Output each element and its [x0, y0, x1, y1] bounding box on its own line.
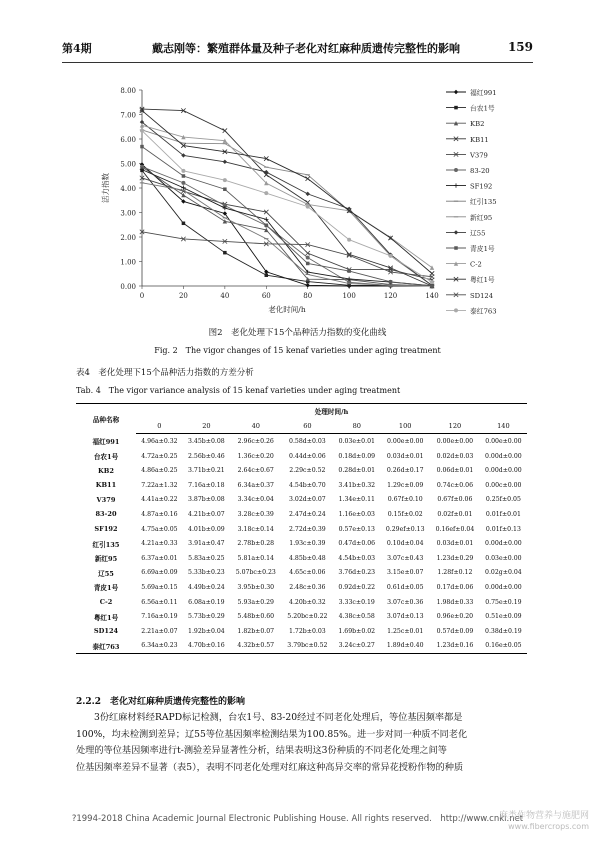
data-point	[306, 205, 310, 209]
value-cell: 4.75a±0.05	[141, 525, 178, 533]
value-cell: 3.87b±0.08	[188, 496, 225, 504]
value-cell: 2.21a±0.07	[141, 627, 178, 635]
value-cell: 6.37a±0.01	[141, 554, 178, 562]
legend-marker	[454, 90, 458, 94]
x-tick-label: 80	[303, 292, 313, 300]
running-title: 戴志刚等：繁殖群体量及种子老化对红麻种质遗传完整性的影响	[152, 42, 460, 55]
value-cell: 0.38d±0.19	[485, 627, 522, 635]
value-cell: 2.96c±0.26	[237, 437, 274, 445]
value-cell: 1.16e±0.03	[338, 510, 375, 518]
legend-marker	[454, 308, 458, 312]
y-tick-label: 0.00	[120, 283, 136, 291]
y-tick-label: 7.00	[120, 111, 136, 120]
value-cell: 0.29ef±0.13	[385, 525, 425, 533]
value-cell: 0.92d±0.22	[338, 583, 376, 591]
y-tick-label: 6.00	[120, 136, 136, 144]
col-header-variety: 品种名称	[76, 404, 136, 434]
section-heading: 2.2.2 老化对红麻种质遗传完整性的影响	[76, 697, 246, 707]
issue-number: 第4期	[62, 42, 92, 55]
y-tick-label: 8.00	[120, 87, 136, 95]
value-cell: 1.69b±0.02	[338, 627, 376, 635]
value-cell: 6.34a±0.23	[136, 639, 183, 654]
col-header-hour: 40	[230, 419, 282, 434]
series-line	[142, 170, 432, 286]
x-tick-label: 60	[261, 292, 271, 300]
value-cell: 3.28c±0.39	[237, 510, 274, 518]
y-axis-label: 活力指数	[101, 173, 110, 203]
value-cell: 4.01b±0.09	[188, 525, 225, 533]
y-tick-label: 4.00	[120, 185, 136, 193]
data-point	[140, 129, 144, 133]
series-line	[142, 131, 432, 282]
series-line	[142, 167, 432, 286]
value-cell: 2.56b±0.46	[188, 452, 225, 460]
paragraph-line: 处理的等位基因频率进行t-测验差异显著性分析，结果表明这3份种质的不同老化处理之间等	[76, 745, 447, 756]
watermark-line2: www.fibercrops.com	[508, 822, 589, 831]
value-cell: 1.92b±0.04	[188, 627, 225, 635]
y-tick-label: 1.00	[120, 258, 136, 267]
value-cell: 0.02g±0.04	[485, 569, 522, 577]
col-header-hour: 60	[282, 419, 334, 434]
x-tick-label: 120	[383, 292, 398, 300]
x-axis-label: 老化时间/h	[268, 305, 306, 314]
data-point	[223, 251, 227, 255]
value-cell: 6.08a±0.19	[188, 598, 225, 606]
value-cell: 7.16a±0.19	[141, 613, 178, 621]
value-cell: 1.23d±0.29	[436, 554, 474, 562]
value-cell: 5.81a±0.14	[237, 554, 274, 562]
value-cell: 1.82b±0.07	[237, 627, 275, 635]
legend-label: 粤红1号	[470, 276, 495, 285]
value-cell: 0.44d±0.06	[289, 452, 326, 460]
value-cell: 0.57e±0.13	[338, 525, 375, 533]
value-cell: 4.54b±0.70	[289, 481, 326, 489]
value-cell: 0.28d±0.01	[338, 467, 376, 475]
value-cell: 4.41a±0.22	[141, 496, 178, 504]
variety-name-cell: 福红991	[92, 438, 120, 447]
value-cell: 5.20bc±0.22	[287, 613, 328, 621]
value-cell: 3.95b±0.30	[237, 583, 275, 591]
copyright-footer: ?1994-2018 China Academic Journal Electronic Publishing House. All rights reserved. http://www.cnki.net	[71, 814, 524, 824]
data-point	[306, 256, 310, 260]
data-point	[265, 273, 269, 277]
value-cell: 4.96a±0.32	[141, 437, 178, 445]
value-cell: 0.02f±0.01	[437, 510, 473, 518]
value-cell: 5.83a±0.25	[188, 554, 225, 562]
value-cell: 0.03d±0.01	[386, 452, 424, 460]
value-cell: 0.00d±0.00	[485, 583, 522, 591]
data-point	[347, 269, 351, 273]
series-line	[142, 122, 432, 285]
value-cell: 6.69a±0.09	[141, 569, 178, 577]
value-cell: 4.38c±0.58	[338, 613, 375, 621]
value-cell: 5.07bc±0.23	[235, 569, 276, 577]
value-cell: 0.25f±0.05	[485, 496, 521, 504]
table-row	[76, 580, 527, 595]
table-row	[76, 463, 527, 478]
table-row	[76, 624, 527, 639]
variety-name-cell: 台农1号	[93, 453, 119, 462]
value-cell: 1.23d±0.16	[430, 639, 480, 654]
variety-name-cell: KB11	[95, 481, 117, 490]
table-row	[76, 478, 527, 493]
header-rule	[62, 62, 533, 63]
value-cell: 2.29c±0.52	[289, 467, 326, 475]
value-cell: 5.69a±0.15	[141, 583, 178, 591]
table-row	[76, 609, 527, 624]
value-cell: 1.28f±0.12	[437, 569, 473, 577]
value-cell: 0.00e±0.00	[485, 437, 522, 445]
value-cell: 1.72b±0.03	[289, 627, 326, 635]
value-cell: 6.56a±0.11	[141, 598, 178, 606]
variance-table	[76, 403, 527, 654]
variety-name-cell: KB2	[98, 466, 114, 475]
value-cell: 2.64c±0.67	[237, 467, 274, 475]
legend-label: 青皮1号	[470, 245, 495, 253]
legend-marker	[454, 246, 458, 250]
value-cell: 6.34a±0.37	[237, 481, 274, 489]
value-cell: 0.47d±0.06	[338, 540, 376, 548]
value-cell: 1.36c±0.20	[237, 452, 274, 460]
data-point	[306, 262, 310, 266]
table-row	[76, 551, 527, 566]
legend-label: KB2	[470, 120, 485, 129]
value-cell: 0.16ef±0.04	[435, 525, 475, 533]
value-cell: 0.17d±0.06	[436, 583, 474, 591]
legend-label: 红引135	[470, 198, 497, 207]
variety-name-cell: 粤红1号	[93, 613, 119, 622]
series-line	[142, 130, 432, 285]
legend-label: 新红95	[470, 213, 493, 222]
legend-label: C-2	[470, 260, 482, 269]
legend-label: KB11	[470, 135, 489, 144]
value-cell: 3.07c±0.43	[387, 554, 424, 562]
col-header-hour: 140	[480, 419, 527, 434]
value-cell: 3.76d±0.23	[338, 569, 376, 577]
legend-label: V379	[470, 151, 488, 160]
value-cell: 0.57d±0.09	[436, 627, 474, 635]
value-cell: 0.03e±0.00	[485, 554, 522, 562]
value-cell: 0.06d±0.01	[436, 467, 474, 475]
value-cell: 3.45b±0.08	[188, 437, 225, 445]
value-cell: 4.65c±0.06	[289, 569, 326, 577]
value-cell: 0.00d±0.00	[485, 540, 522, 548]
value-cell: 3.18c±0.14	[237, 525, 274, 533]
data-point	[181, 181, 185, 185]
value-cell: 0.74c±0.06	[436, 481, 474, 489]
value-cell: 3.33c±0.19	[338, 598, 375, 606]
legend-label: SF192	[470, 182, 493, 191]
value-cell: 0.67f±0.10	[387, 496, 423, 504]
value-cell: 0.00d±0.00	[485, 467, 522, 475]
value-cell: 4.20b±0.32	[289, 598, 326, 606]
variety-name-cell: 新红95	[94, 555, 118, 564]
page-number: 159	[507, 40, 533, 54]
table-row	[76, 493, 527, 508]
value-cell: 0.01f±0.13	[485, 525, 521, 533]
value-cell: 3.15e±0.07	[387, 569, 424, 577]
series-line	[142, 109, 432, 286]
data-point	[430, 284, 434, 288]
data-point	[182, 174, 186, 178]
data-point	[389, 280, 393, 284]
legend-marker	[454, 230, 458, 234]
x-tick-label: 20	[178, 292, 188, 300]
value-cell: 3.41b±0.32	[338, 481, 376, 489]
variety-name-cell: V379	[96, 495, 116, 504]
value-cell: 2.78b±0.28	[237, 540, 275, 548]
value-cell: 0.15f±0.02	[387, 510, 423, 518]
value-cell: 0.00c±0.00	[485, 481, 522, 489]
value-cell: 0.58d±0.03	[289, 437, 326, 445]
col-header-hour: 80	[333, 419, 380, 434]
data-point	[223, 160, 227, 164]
value-cell: 0.03e±0.01	[338, 437, 375, 445]
table-caption-cn: 表4 老化处理下15个品种活力指数的方差分析	[76, 368, 254, 378]
x-tick-label: 40	[220, 292, 230, 300]
value-cell: 3.07c±0.36	[387, 598, 424, 606]
table-caption-en: Tab. 4 The vigor variance analysis of 15 kenaf varieties under aging treatment	[76, 386, 401, 395]
data-point	[264, 191, 268, 195]
value-cell: 4.21b±0.07	[188, 510, 225, 518]
table-row	[76, 536, 527, 551]
table-row	[76, 566, 527, 581]
variety-name-cell: SD124	[93, 627, 119, 636]
data-point	[140, 145, 144, 149]
variety-name-cell: C-2	[99, 598, 113, 607]
table-row	[76, 507, 527, 522]
watermark-line1: 麻类作物营养与施肥网	[498, 811, 589, 821]
col-header-hour: 20	[183, 419, 230, 434]
y-tick-label: 3.00	[120, 209, 136, 218]
value-cell: 4.86a±0.25	[141, 467, 178, 475]
value-cell: 7.16a±0.18	[188, 481, 225, 489]
table-row	[76, 639, 527, 654]
x-tick-label: 0	[139, 292, 145, 300]
running-header	[62, 40, 533, 58]
value-cell: 3.24c±0.27	[333, 639, 380, 654]
value-cell: 1.34e±0.11	[338, 496, 375, 504]
value-cell: 0.00d±0.00	[485, 452, 522, 460]
value-cell: 0.10d±0.04	[386, 540, 424, 548]
data-point	[389, 254, 393, 258]
value-cell: 0.02d±0.03	[436, 452, 474, 460]
value-cell: 0.00e±0.00	[436, 437, 474, 445]
data-point	[306, 283, 310, 287]
y-tick-label: 2.00	[120, 234, 136, 242]
value-cell: 5.93a±0.29	[237, 598, 274, 606]
value-cell: 7.22a±1.32	[141, 481, 178, 489]
table-row	[76, 449, 527, 464]
value-cell: 1.25c±0.01	[387, 627, 424, 635]
table-row	[76, 522, 527, 537]
variety-name-cell: 辽55	[98, 569, 114, 578]
value-cell: 1.98d±0.33	[436, 598, 474, 606]
value-cell: 5.33b±0.23	[188, 569, 225, 577]
table-row	[76, 434, 527, 449]
legend-label: SD124	[470, 291, 494, 300]
x-tick-label: 100	[342, 292, 356, 300]
value-cell: 3.34c±0.04	[237, 496, 274, 504]
value-cell: 5.73b±0.29	[188, 613, 225, 621]
variety-name-cell: 青皮1号	[93, 584, 119, 593]
legend-label: 83-20	[470, 167, 490, 175]
value-cell: 0.26d±0.17	[386, 467, 424, 475]
paragraph-line: 3份红麻材料经RAPD标记检测，台农1号、83-20经过不同老化处理后，等位基因频率都是	[94, 712, 463, 723]
variety-name-cell: SF192	[94, 525, 118, 534]
paragraph-line: 100%，均未检测到差异；辽55等位基因频率检测结果为100.85%。进一步对同一种质不同老化	[76, 728, 468, 740]
value-cell: 3.02d±0.07	[289, 496, 326, 504]
legend-label: 泰红763	[470, 307, 497, 316]
legend-marker	[454, 106, 458, 110]
x-tick-label: 140	[425, 292, 439, 300]
table-row	[76, 595, 527, 610]
y-tick-label: 5.00	[120, 160, 136, 169]
legend-label: 台农1号	[470, 104, 495, 113]
value-cell: 5.48b±0.60	[237, 613, 275, 621]
series-line	[142, 147, 432, 286]
value-cell: 4.87a±0.16	[141, 510, 178, 518]
data-point	[306, 192, 310, 196]
variety-name-cell: 红引135	[92, 540, 120, 549]
data-point	[265, 223, 269, 227]
value-cell: 0.18d±0.09	[338, 452, 376, 460]
value-cell: 0.96e±0.20	[436, 613, 474, 621]
data-point	[223, 178, 227, 182]
value-cell: 3.07d±0.13	[386, 613, 424, 621]
col-header-time: 处理时间/h	[136, 404, 527, 419]
value-cell: 1.89d±0.40	[380, 639, 430, 654]
data-point	[347, 238, 351, 242]
value-cell: 2.72d±0.39	[289, 525, 326, 533]
variety-name-cell: 83-20	[95, 510, 117, 519]
body-paragraph	[76, 710, 527, 776]
value-cell: 1.29c±0.09	[387, 481, 424, 489]
value-cell: 3.91a±0.47	[188, 540, 225, 548]
vigor-line-chart	[62, 74, 532, 324]
paragraph-line: 位基因频率差异不显著（表5），表明不同老化处理对红麻这种高异交率的常异花授粉作物的种质	[76, 761, 464, 773]
col-header-hour: 100	[380, 419, 430, 434]
value-cell: 0.00e±0.00	[387, 437, 424, 445]
figure-caption-en: Fig. 2 The vigor changes of 15 kenaf varieties under aging treatment	[154, 346, 441, 355]
figure-caption-cn: 图2 老化处理下15个品种活力指数的变化曲线	[208, 328, 387, 338]
legend-marker	[454, 168, 458, 172]
value-cell: 1.93c±0.39	[289, 540, 326, 548]
value-cell: 4.49b±0.24	[188, 583, 225, 591]
data-point	[430, 280, 434, 284]
value-cell: 3.79bc±0.52	[282, 639, 334, 654]
value-cell: 2.48c±0.36	[289, 583, 326, 591]
value-cell: 4.54b±0.03	[338, 554, 376, 562]
value-cell: 0.51e±0.09	[485, 613, 522, 621]
value-cell: 2.47d±0.24	[289, 510, 326, 518]
value-cell: 0.03d±0.01	[436, 540, 474, 548]
value-cell: 4.70b±0.16	[183, 639, 230, 654]
value-cell: 0.16e±0.05	[480, 639, 527, 654]
value-cell: 0.75e±0.19	[485, 598, 522, 606]
data-point	[182, 222, 186, 226]
col-header-hour: 0	[136, 419, 183, 434]
value-cell: 3.71b±0.21	[188, 467, 225, 475]
value-cell: 4.21a±0.33	[141, 540, 178, 548]
data-point	[181, 169, 185, 173]
value-cell: 0.67f±0.06	[437, 496, 473, 504]
data-point	[223, 187, 227, 191]
legend-label: 辽55	[470, 229, 486, 238]
value-cell: 0.01f±0.01	[485, 510, 521, 518]
legend-label: 福红991	[470, 89, 497, 97]
variety-name-cell: 泰红763	[76, 639, 136, 654]
value-cell: 4.32b±0.57	[230, 639, 282, 654]
value-cell: 4.85b±0.48	[289, 554, 326, 562]
col-header-hour: 120	[430, 419, 480, 434]
value-cell: 0.61d±0.05	[386, 583, 424, 591]
value-cell: 4.72a±0.25	[141, 452, 178, 460]
